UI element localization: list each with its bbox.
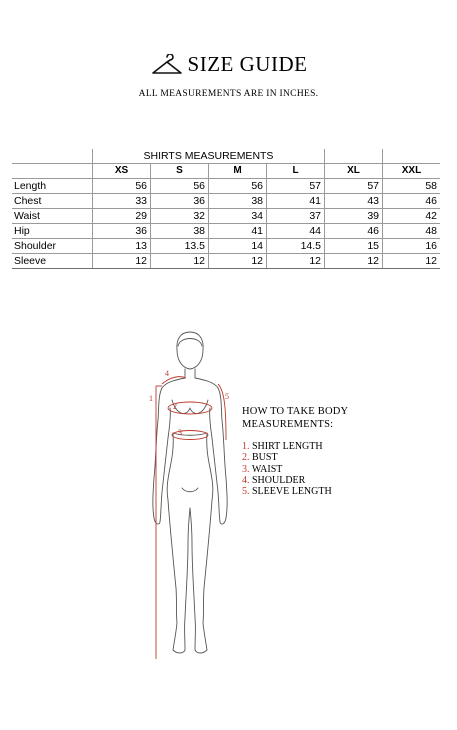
table-cell: 34	[209, 209, 267, 224]
size-header-l: L	[267, 164, 325, 179]
figure-marker-5: 5	[225, 392, 229, 401]
table-cell: 12	[209, 254, 267, 269]
howto-section	[242, 405, 372, 497]
table-cell: 12	[267, 254, 325, 269]
shirt-size-table	[12, 149, 440, 269]
table-cell: 42	[383, 209, 441, 224]
table-row	[12, 179, 440, 194]
table-cell: 12	[93, 254, 151, 269]
size-header-row	[12, 164, 440, 179]
hanger-icon	[150, 54, 184, 76]
table-cell: 12	[325, 254, 383, 269]
table-cell: 43	[325, 194, 383, 209]
list-item-text: BUST	[252, 452, 278, 464]
table-cell: 57	[267, 179, 325, 194]
size-header-m: M	[209, 164, 267, 179]
figure-marker-2: 2	[173, 402, 177, 411]
row-label: Hip	[12, 224, 93, 239]
page-title: SIZE GUIDE	[187, 52, 308, 76]
table-cell: 38	[209, 194, 267, 209]
list-item-number: 4.	[242, 474, 250, 486]
list-item-text: SHOULDER	[252, 474, 306, 486]
list-item-text: SLEEVE LENGTH	[252, 486, 332, 498]
table-row	[12, 224, 440, 239]
table-cell: 56	[93, 179, 151, 194]
table-cell: 56	[151, 179, 209, 194]
row-label: Chest	[12, 194, 93, 209]
table-cell: 14	[209, 239, 267, 254]
list-item	[242, 464, 372, 475]
table-corner-cell	[12, 149, 93, 164]
table-cell: 15	[325, 239, 383, 254]
table-cell: 48	[383, 224, 441, 239]
list-item-number: 3.	[242, 463, 250, 475]
page-subtitle: ALL MEASUREMENTS ARE IN INCHES.	[138, 89, 319, 99]
table-cell: 37	[267, 209, 325, 224]
row-label: Shoulder	[12, 239, 93, 254]
table-cell: 39	[325, 209, 383, 224]
list-item	[242, 441, 372, 452]
table-row	[12, 209, 440, 224]
figure-marker-1: 1	[149, 394, 153, 403]
list-item-text: WAIST	[251, 463, 283, 475]
table-cell: 57	[325, 179, 383, 194]
table-cell: 41	[267, 194, 325, 209]
table-cell: 36	[93, 224, 151, 239]
title-row	[0, 52, 457, 77]
figure-marker-4: 4	[165, 369, 169, 378]
table-cell: 36	[151, 194, 209, 209]
howto-list	[242, 441, 372, 497]
table-row	[12, 194, 440, 209]
table-row	[12, 254, 440, 269]
table-cell: 58	[383, 179, 441, 194]
howto-title: HOW TO TAKE BODY MEASUREMENTS:	[242, 406, 348, 430]
table-cell: 46	[383, 194, 441, 209]
table-cell: 38	[151, 224, 209, 239]
list-item-number: 1.	[242, 441, 250, 452]
table-cell: 44	[267, 224, 325, 239]
list-item-number: 5.	[242, 486, 250, 498]
table-cell: 41	[209, 224, 267, 239]
list-item	[242, 486, 372, 497]
table-caption-spacer	[383, 149, 441, 164]
table-caption: SHIRTS MEASUREMENTS	[93, 149, 325, 164]
table-cell: 12	[151, 254, 209, 269]
size-header-blank	[12, 164, 93, 179]
list-item-number: 2.	[242, 452, 250, 464]
size-guide-header	[0, 52, 457, 99]
row-label: Waist	[12, 209, 93, 224]
list-item	[242, 475, 372, 486]
table-caption-row	[12, 149, 440, 164]
table-cell: 12	[383, 254, 441, 269]
table-cell: 16	[383, 239, 441, 254]
figure-marker-3: 3	[178, 428, 182, 437]
table-cell: 46	[325, 224, 383, 239]
table-cell: 32	[151, 209, 209, 224]
table-cell: 56	[209, 179, 267, 194]
list-item-text: SHIRT LENGTH	[252, 441, 323, 452]
table-cell: 13	[93, 239, 151, 254]
body-measurement-figure	[140, 328, 240, 663]
table-caption-spacer	[325, 149, 383, 164]
size-header-xs: XS	[93, 164, 151, 179]
row-label: Sleeve	[12, 254, 93, 269]
table-cell: 33	[93, 194, 151, 209]
size-header-xl: XL	[325, 164, 383, 179]
row-label: Length	[12, 179, 93, 194]
list-item	[242, 452, 372, 463]
size-header-xxl: XXL	[383, 164, 441, 179]
size-header-s: S	[151, 164, 209, 179]
table-cell: 14.5	[267, 239, 325, 254]
table-cell: 29	[93, 209, 151, 224]
table-cell: 13.5	[151, 239, 209, 254]
table-row	[12, 239, 440, 254]
